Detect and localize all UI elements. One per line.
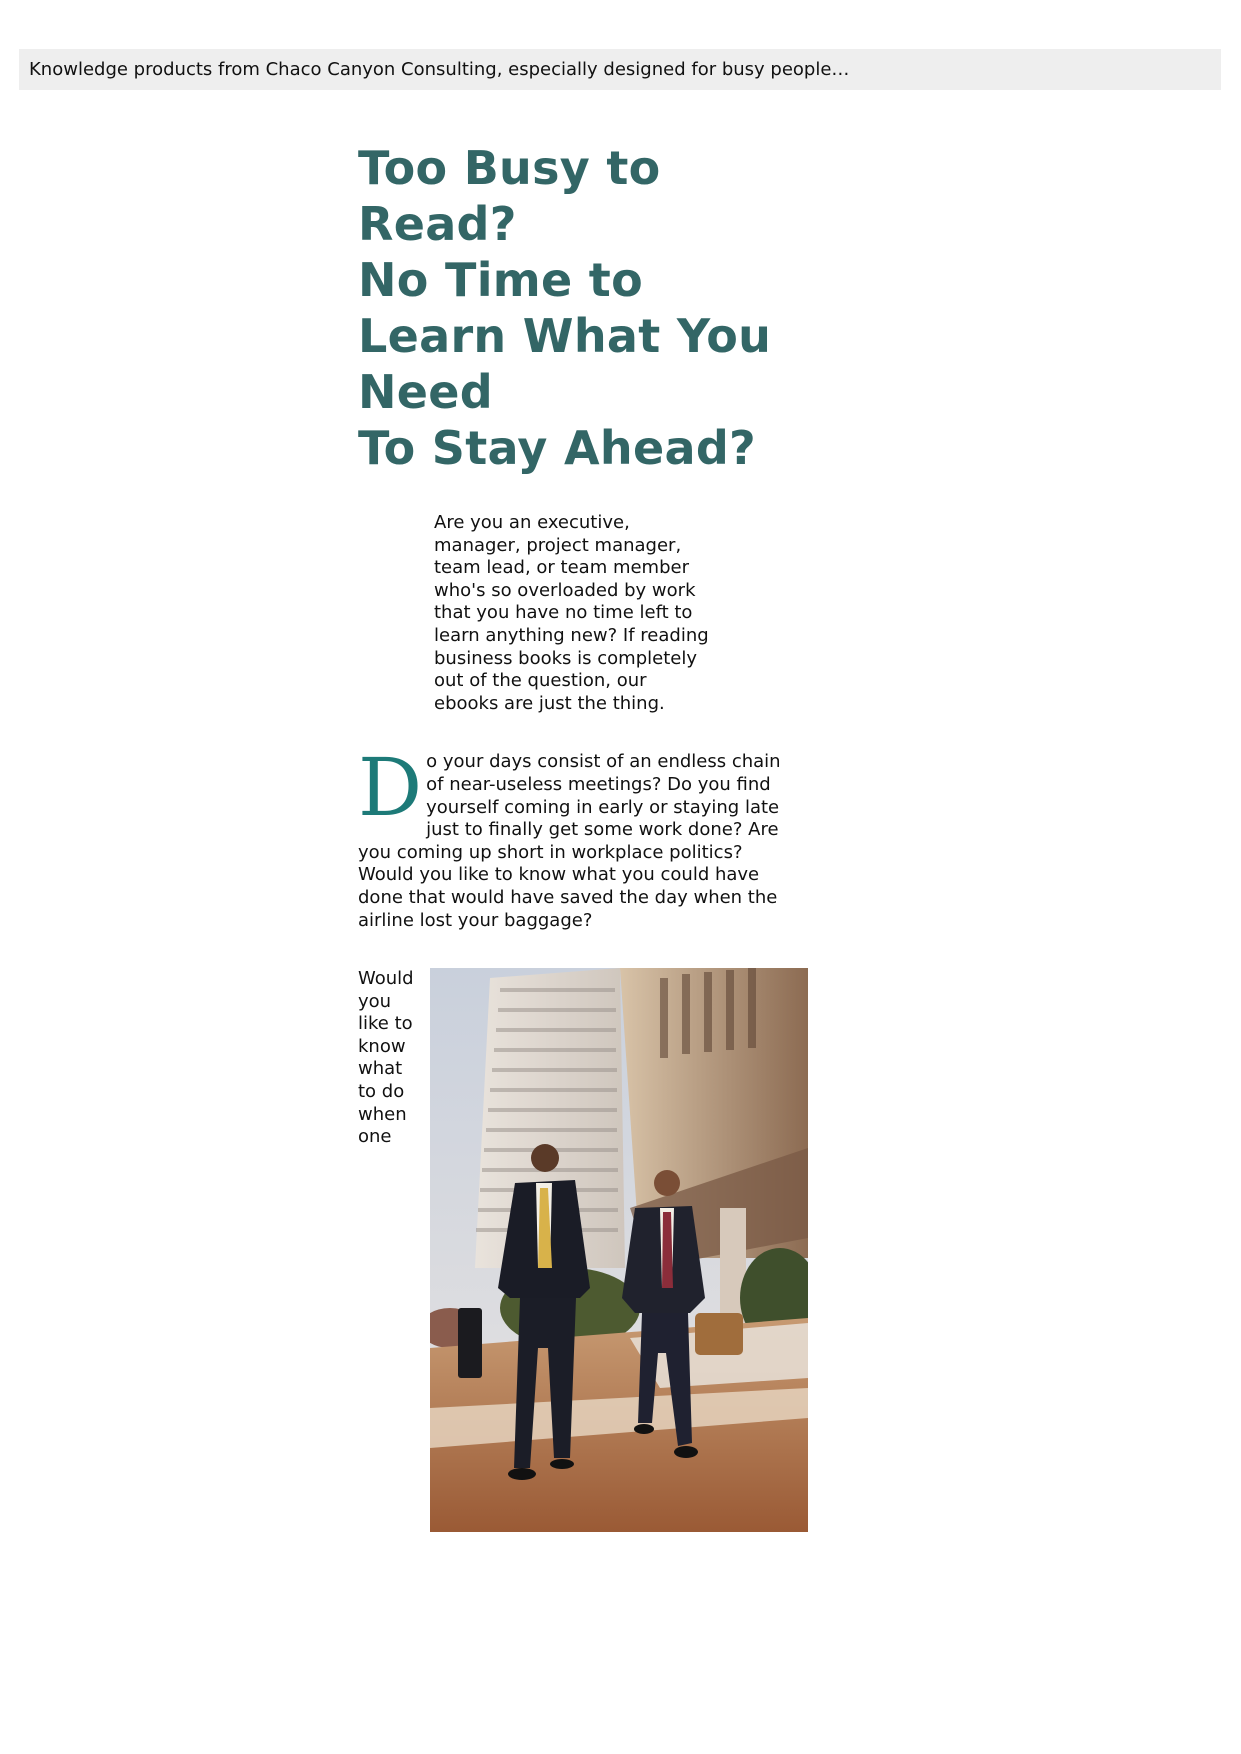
drop-cap: D <box>358 741 423 835</box>
aside-text: Would you like to know what to do when one <box>358 968 414 1148</box>
photo-section <box>358 968 808 1534</box>
headline-line-6: To Stay Ahead? <box>358 421 757 475</box>
intro-paragraph: Are you an executive, manager, project manager, team lead, or team member who's so overloaded by work that you have no time left to learn anything new? If reading business books is completely out of the question, our ebooks are just the thing. <box>434 512 709 714</box>
headline-line-3: No Time to <box>358 253 643 307</box>
photo-illustration <box>430 968 808 1532</box>
headline-line-4: Learn What You <box>358 309 772 363</box>
headline-line-5: Need <box>358 365 494 419</box>
headline-line-1: Too Busy to <box>358 141 661 195</box>
lead-paragraph <box>358 741 798 932</box>
headline-line-2: Read? <box>358 197 517 251</box>
business-men-photo <box>430 968 808 1532</box>
article-column <box>358 140 808 1534</box>
top-banner <box>19 49 1221 90</box>
lead-text: o your days consist of an endless chain of near-useless meetings? Do you find yourself coming in early or staying late just to finally get some work done? Are you coming up short in workplace politics? Would you like to know what you could have done that would have saved the day when the airline lost your baggage? <box>358 751 781 931</box>
banner-text: Knowledge products from Chaco Canyon Consulting, especially designed for busy people… <box>29 59 850 80</box>
page-headline <box>358 140 808 476</box>
